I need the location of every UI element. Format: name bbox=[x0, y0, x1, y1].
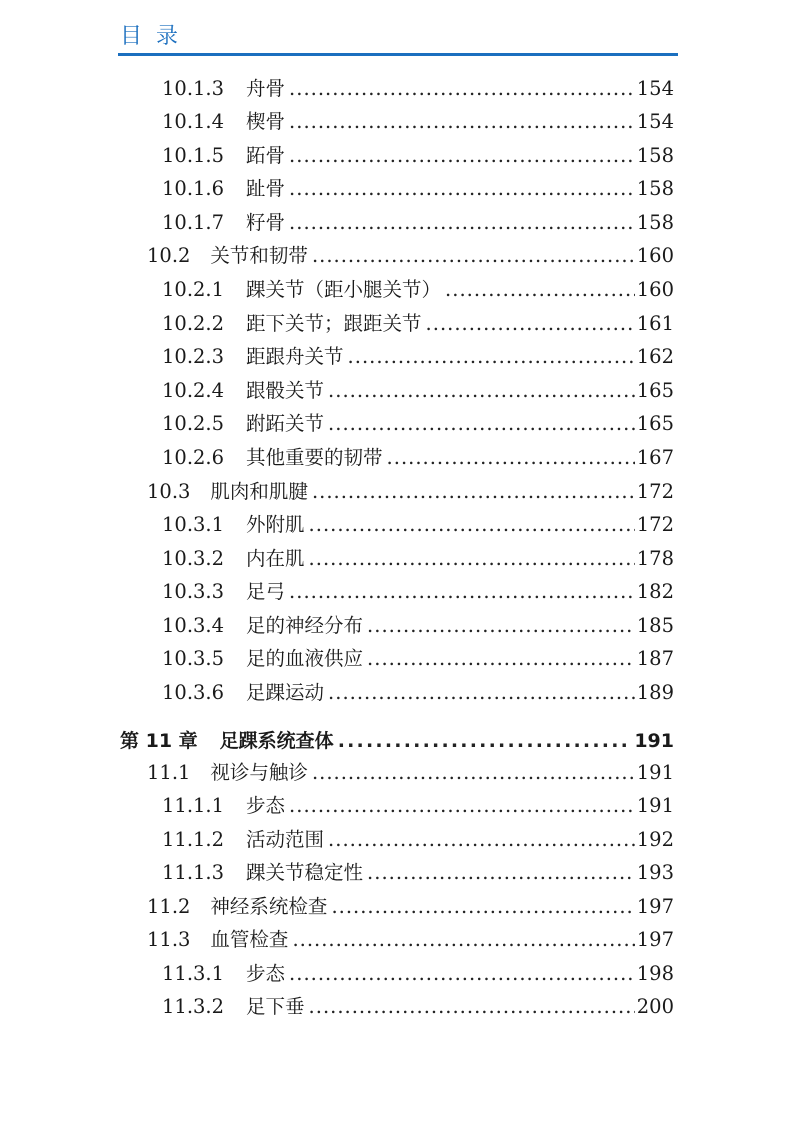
toc-subsection-entry bbox=[162, 208, 674, 238]
toc-entry-title: 足踝运动 bbox=[246, 681, 325, 704]
toc-subsection-entry bbox=[162, 544, 674, 574]
toc-subsection-entry bbox=[162, 342, 674, 372]
toc-entry-number: 10.2.6 bbox=[162, 446, 225, 469]
toc-subsection-entry bbox=[162, 74, 674, 104]
toc-subsection-entry bbox=[162, 678, 674, 708]
toc-subsection-entry bbox=[162, 611, 674, 641]
toc-entry-page: 167 bbox=[636, 446, 674, 469]
toc-entry-page: 191 bbox=[634, 730, 674, 752]
toc-subsection-entry bbox=[162, 510, 674, 540]
toc-entry-number: 10.3 bbox=[147, 480, 191, 503]
toc-subsection-entry bbox=[162, 577, 674, 607]
toc-entry-number: 10.3.4 bbox=[162, 614, 225, 637]
toc-leader-dots bbox=[309, 510, 635, 540]
toc-entry-title: 跟骰关节 bbox=[246, 379, 325, 402]
toc-entry-number: 10.1.6 bbox=[162, 177, 225, 200]
toc-leader-dots bbox=[292, 925, 634, 955]
toc-entry-number: 10.3.2 bbox=[162, 547, 225, 570]
toc-entry-page: 200 bbox=[636, 995, 674, 1018]
toc-entry-title: 足弓 bbox=[246, 580, 286, 603]
toc-leader-dots bbox=[328, 825, 635, 855]
toc-entry-number: 10.1.4 bbox=[162, 110, 225, 133]
toc-subsection-entry bbox=[162, 107, 674, 137]
toc-entry-title: 跗跖关节 bbox=[246, 412, 325, 435]
toc-entry-title: 舟骨 bbox=[246, 77, 286, 100]
toc-entry-page: 172 bbox=[636, 480, 674, 503]
toc-entry-number: 11.2 bbox=[147, 895, 191, 918]
toc-leader-dots bbox=[328, 376, 635, 406]
toc-entry-title: 步态 bbox=[246, 794, 286, 817]
toc-leader-dots bbox=[338, 726, 633, 756]
toc-leader-dots bbox=[426, 309, 635, 339]
toc-entry-page: 160 bbox=[636, 278, 674, 301]
toc-leader-dots bbox=[312, 477, 635, 507]
toc-entry-title: 视诊与触诊 bbox=[210, 761, 308, 784]
toc-subsection-entry bbox=[162, 858, 674, 888]
toc-entry-number: 10.3.5 bbox=[162, 647, 225, 670]
toc-entry-page: 193 bbox=[636, 861, 674, 884]
toc-entry-title: 步态 bbox=[246, 962, 286, 985]
toc-entry-page: 185 bbox=[636, 614, 674, 637]
header-title: 目录 bbox=[120, 24, 193, 49]
toc-entry-number: 10.2.5 bbox=[162, 412, 225, 435]
toc-entry-title: 足的神经分布 bbox=[246, 614, 364, 637]
toc-entry-page: 182 bbox=[636, 580, 674, 603]
toc-entry-number: 11.3.1 bbox=[162, 962, 225, 985]
toc-entry-number: 11.1 bbox=[147, 761, 191, 784]
toc-entry-title: 踝关节稳定性 bbox=[246, 861, 364, 884]
toc-section-entry bbox=[147, 925, 674, 955]
toc-entry-page: 165 bbox=[636, 379, 674, 402]
toc-entry-page: 191 bbox=[636, 794, 674, 817]
toc-entry-page: 165 bbox=[636, 412, 674, 435]
toc-entry-title: 神经系统检查 bbox=[210, 895, 328, 918]
toc-entry-title: 血管检查 bbox=[210, 928, 289, 951]
page-header bbox=[118, 22, 678, 56]
toc-entry-title: 关节和韧带 bbox=[210, 244, 308, 267]
toc-entry-number: 10.3.3 bbox=[162, 580, 225, 603]
toc-entry-number: 10.3.1 bbox=[162, 513, 225, 536]
toc-entry-title: 外附肌 bbox=[246, 513, 305, 536]
toc-entry-number: 10.3.6 bbox=[162, 681, 225, 704]
toc-subsection-entry bbox=[162, 141, 674, 171]
toc-subsection-entry bbox=[162, 409, 674, 439]
toc-entry-title: 距下关节；跟距关节 bbox=[246, 312, 422, 335]
toc-entry-title: 其他重要的韧带 bbox=[246, 446, 383, 469]
toc-subsection-entry bbox=[162, 644, 674, 674]
toc-entry-page: 172 bbox=[636, 513, 674, 536]
toc-entry-page: 192 bbox=[636, 828, 674, 851]
toc-leader-dots bbox=[289, 791, 635, 821]
toc-entry-number: 10.2.4 bbox=[162, 379, 225, 402]
toc-subsection-entry bbox=[162, 959, 674, 989]
toc-entry-page: 198 bbox=[636, 962, 674, 985]
toc-leader-dots bbox=[289, 74, 635, 104]
toc-entry-number: 10.1.7 bbox=[162, 211, 225, 234]
toc-leader-dots bbox=[348, 342, 635, 372]
toc-leader-dots bbox=[289, 577, 635, 607]
toc-section-entry bbox=[147, 892, 674, 922]
toc-entry-page: 197 bbox=[636, 895, 674, 918]
toc-leader-dots bbox=[367, 644, 635, 674]
toc-section-entry bbox=[147, 477, 674, 507]
toc-entry-number: 11.1.3 bbox=[162, 861, 225, 884]
toc-leader-dots bbox=[328, 409, 635, 439]
toc-subsection-entry bbox=[162, 443, 674, 473]
toc-entry-number: 11.1.1 bbox=[162, 794, 225, 817]
toc-leader-dots bbox=[289, 959, 635, 989]
toc-leader-dots bbox=[289, 107, 635, 137]
toc-entry-number: 11.3.2 bbox=[162, 995, 225, 1018]
toc-subsection-entry bbox=[162, 309, 674, 339]
toc-entry-page: 160 bbox=[636, 244, 674, 267]
toc-entry-page: 187 bbox=[636, 647, 674, 670]
toc-entry-page: 158 bbox=[636, 177, 674, 200]
toc-entry-title: 籽骨 bbox=[246, 211, 286, 234]
toc-subsection-entry bbox=[162, 791, 674, 821]
toc-entry-number: 第 11 章 bbox=[120, 730, 198, 752]
toc-subsection-entry bbox=[162, 174, 674, 204]
toc-leader-dots bbox=[309, 544, 635, 574]
toc-entry-title: 趾骨 bbox=[246, 177, 286, 200]
toc-entry-title: 活动范围 bbox=[246, 828, 325, 851]
toc-entry-title: 楔骨 bbox=[246, 110, 286, 133]
toc-entry-title: 肌肉和肌腱 bbox=[210, 480, 308, 503]
header-rule bbox=[118, 53, 678, 56]
toc-entry-title: 内在肌 bbox=[246, 547, 305, 570]
toc-entry-page: 161 bbox=[636, 312, 674, 335]
toc-entry-page: 191 bbox=[636, 761, 674, 784]
toc-leader-dots bbox=[309, 992, 635, 1022]
toc-subsection-entry bbox=[162, 992, 674, 1022]
toc-leader-dots bbox=[289, 174, 635, 204]
toc-leader-dots bbox=[289, 208, 635, 238]
toc-section-entry bbox=[147, 758, 674, 788]
toc-leader-dots bbox=[387, 443, 635, 473]
toc-entry-page: 162 bbox=[636, 345, 674, 368]
toc-entry-number: 11.1.2 bbox=[162, 828, 225, 851]
toc-entry-number: 10.1.5 bbox=[162, 144, 225, 167]
toc-entry-title: 足下垂 bbox=[246, 995, 305, 1018]
toc-leader-dots bbox=[331, 892, 634, 922]
toc-entry-title: 跖骨 bbox=[246, 144, 286, 167]
toc-entry-page: 158 bbox=[636, 144, 674, 167]
toc-leader-dots bbox=[312, 241, 635, 271]
toc-section-entry bbox=[147, 241, 674, 271]
toc-leader-dots bbox=[312, 758, 635, 788]
toc-subsection-entry bbox=[162, 825, 674, 855]
toc-entry-number: 10.2 bbox=[147, 244, 191, 267]
toc-entry-number: 11.3 bbox=[147, 928, 191, 951]
toc-entry-page: 158 bbox=[636, 211, 674, 234]
toc-entry-title: 足踝系统查体 bbox=[219, 730, 334, 752]
toc-entry-page: 178 bbox=[636, 547, 674, 570]
toc-entry-number: 10.2.1 bbox=[162, 278, 225, 301]
toc-entry-number: 10.1.3 bbox=[162, 77, 225, 100]
toc-leader-dots bbox=[367, 858, 635, 888]
toc-entry-title: 足的血液供应 bbox=[246, 647, 364, 670]
toc-entry-page: 197 bbox=[636, 928, 674, 951]
toc-subsection-entry bbox=[162, 275, 674, 305]
toc-entry-page: 189 bbox=[636, 681, 674, 704]
toc-subsection-entry bbox=[162, 376, 674, 406]
toc-leader-dots bbox=[445, 275, 635, 305]
toc-entry-page: 154 bbox=[636, 77, 674, 100]
toc-chapter-entry bbox=[120, 726, 674, 756]
toc-leader-dots bbox=[289, 141, 635, 171]
toc-entry-title: 距跟舟关节 bbox=[246, 345, 344, 368]
toc-entry-page: 154 bbox=[636, 110, 674, 133]
toc-entry-title: 踝关节（距小腿关节） bbox=[246, 278, 442, 301]
toc-leader-dots bbox=[367, 611, 635, 641]
toc-leader-dots bbox=[328, 678, 635, 708]
toc-entry-number: 10.2.2 bbox=[162, 312, 225, 335]
toc-entry-number: 10.2.3 bbox=[162, 345, 225, 368]
